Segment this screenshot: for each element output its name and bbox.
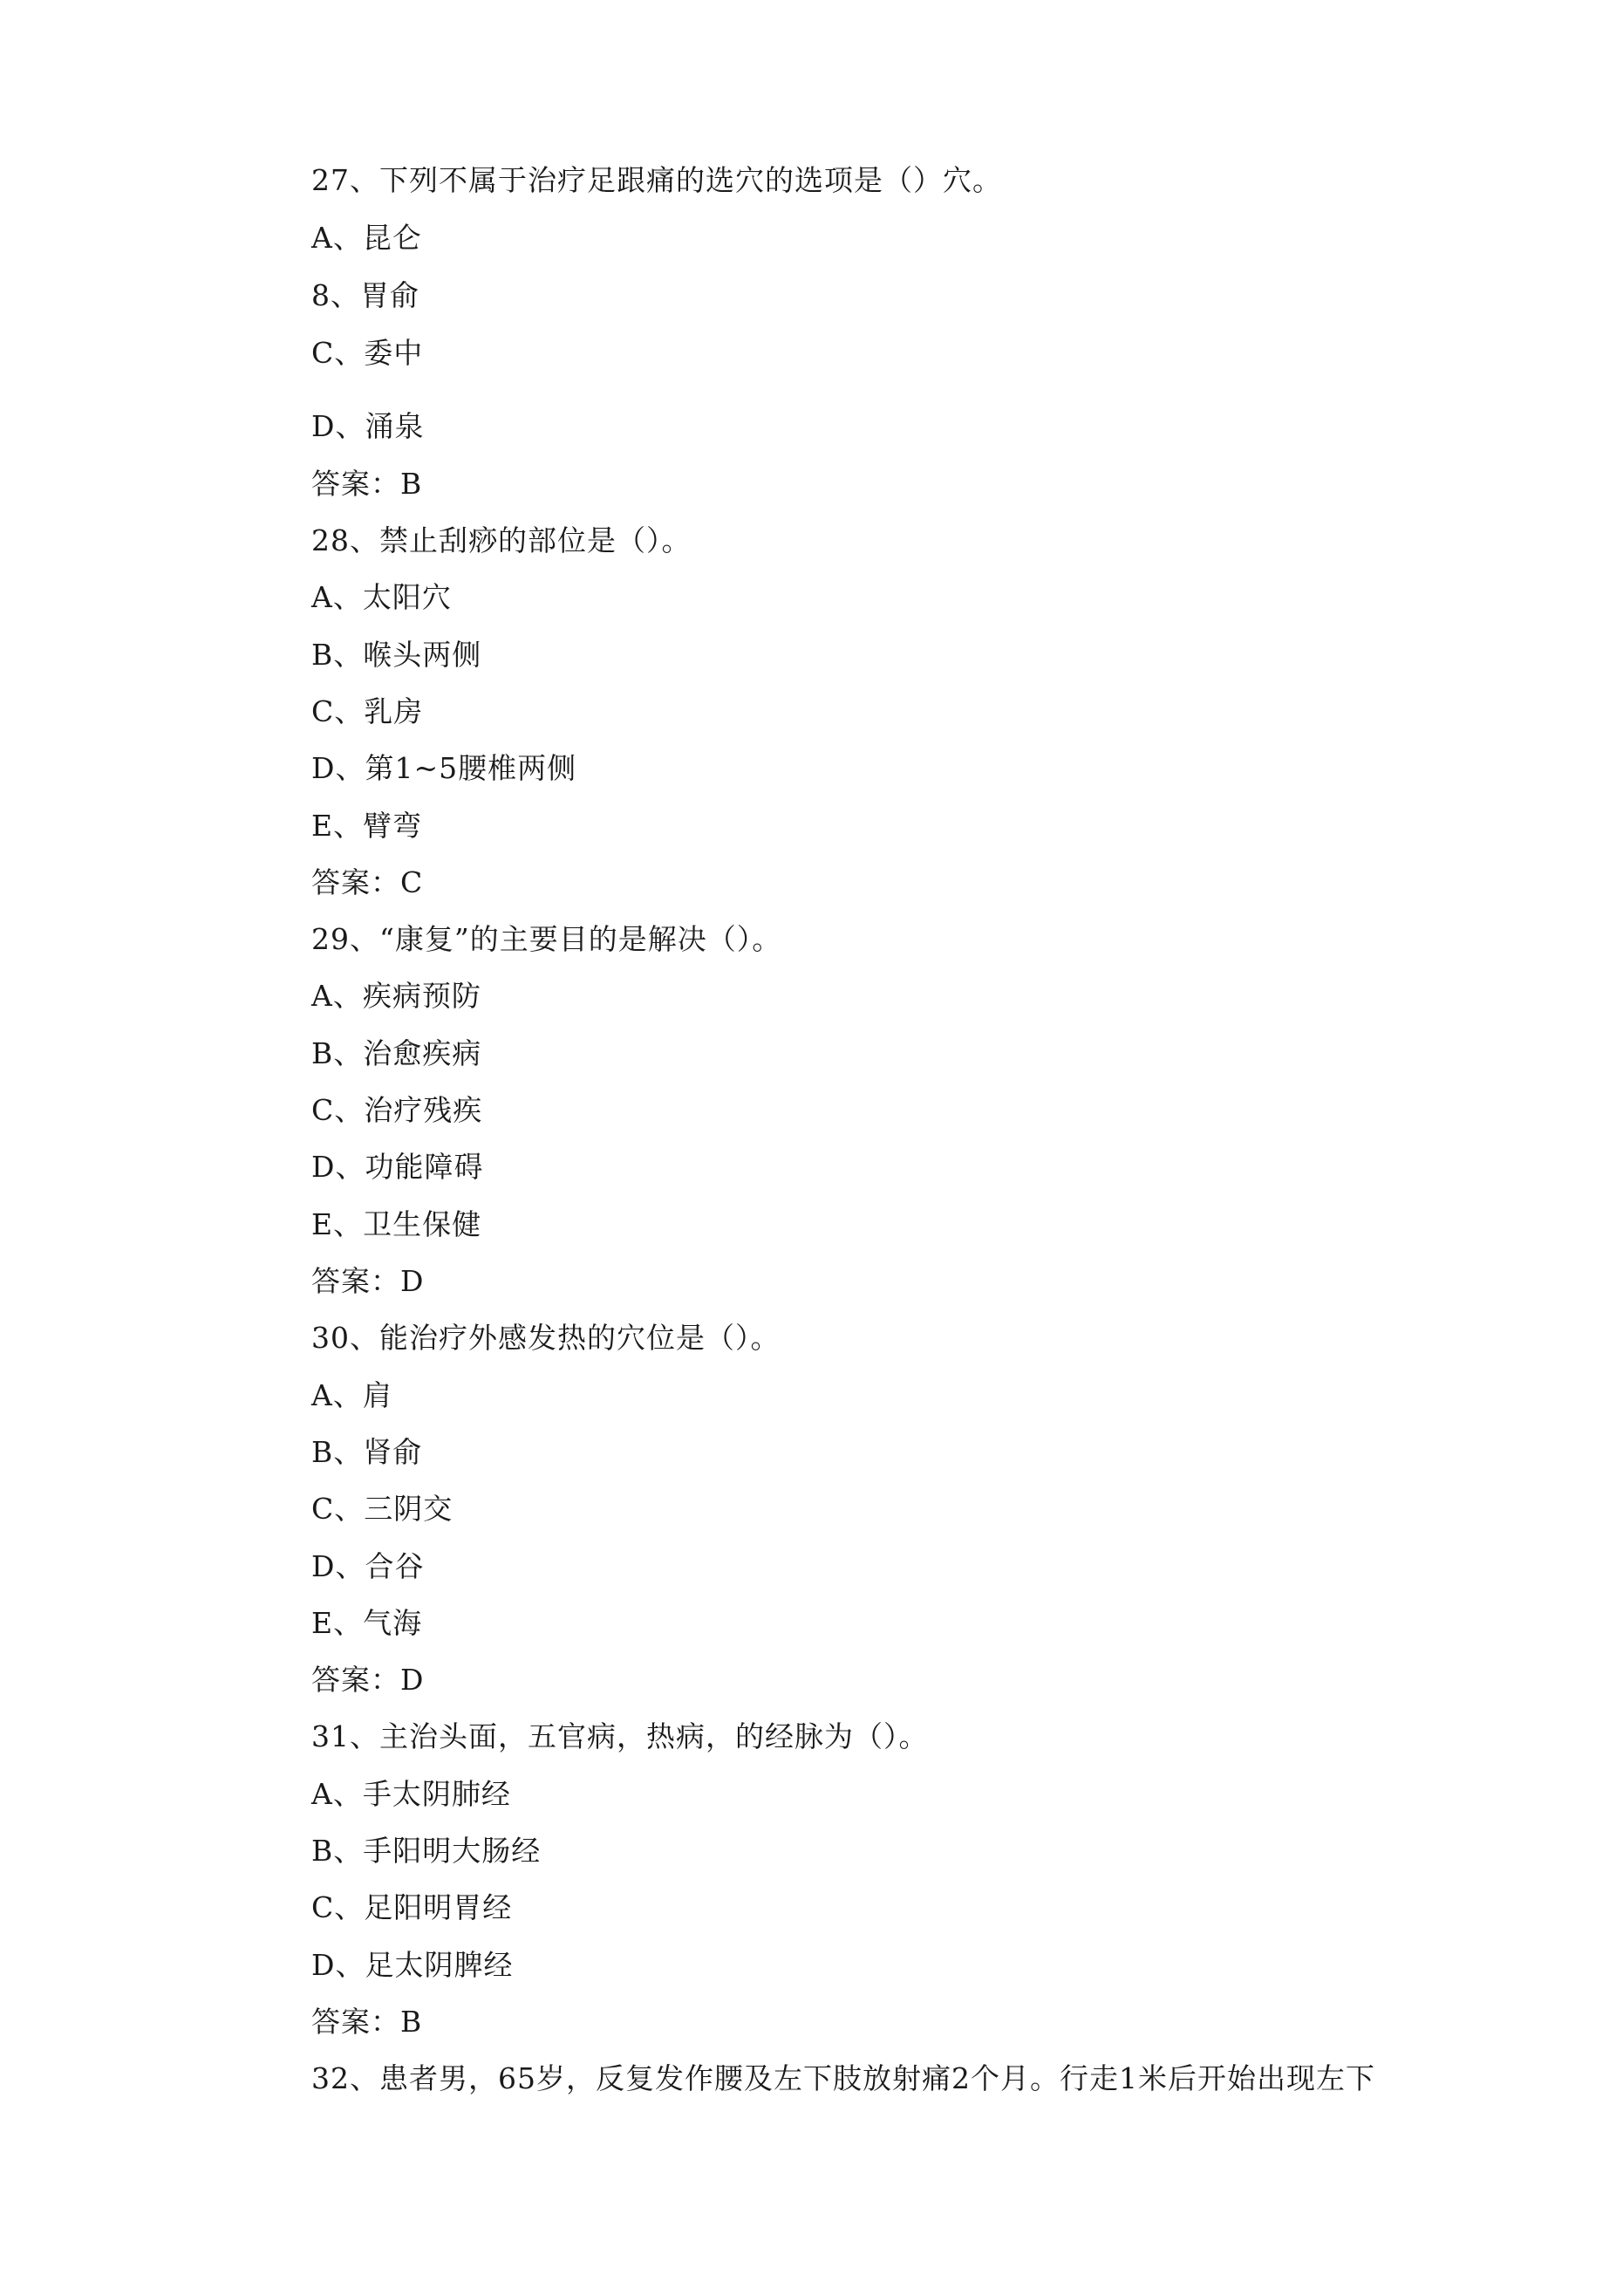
q29-option-c: C、治疗残疾 [311,1093,483,1127]
q28-answer: 答案：C [311,865,424,899]
q30-option-d: D、合谷 [311,1549,425,1583]
question-29: 29、“康复”的主要目的是解决（）。 [311,922,782,956]
q28-option-e: E、臂弯 [311,809,423,843]
q28-option-d: D、第1~5腰椎两侧 [311,751,577,785]
question-32: 32、患者男，65岁，反复发作腰及左下肢放射痛2个月。行走1米后开始出现左下 [311,2061,1375,2095]
q27-option-d: D、涌泉 [311,409,425,443]
q30-answer: 答案：D [311,1663,425,1697]
q27-option-b: 8、胃俞 [311,278,419,312]
q29-option-e: E、卫生保健 [311,1207,482,1241]
q29-option-b: B、治愈疾病 [311,1036,482,1070]
q30-option-b: B、肾俞 [311,1435,423,1469]
q30-option-e: E、气海 [311,1606,423,1640]
q27-answer: 答案：B [311,467,423,501]
q29-answer: 答案：D [311,1264,425,1298]
q31-answer: 答案：B [311,2005,423,2039]
question-30: 30、能治疗外感发热的穴位是（）。 [311,1321,781,1355]
q29-option-a: A、疾病预防 [311,979,481,1013]
q28-option-b: B、喉头两侧 [311,638,482,672]
q27-option-c: C、委中 [311,336,424,370]
q31-option-c: C、足阳明胃经 [311,1890,513,1924]
q29-option-d: D、功能障碍 [311,1150,484,1184]
q27-option-a: A、昆仑 [311,221,422,255]
question-27: 27、下列不属于治疗足跟痛的选穴的选项是（）穴。 [311,163,1002,197]
q31-option-d: D、足太阴脾经 [311,1948,514,1982]
q28-option-a: A、太阳穴 [311,580,452,614]
q30-option-a: A、肩 [311,1378,392,1412]
question-28: 28、禁止刮痧的部位是（）。 [311,523,692,557]
q31-option-a: A、手太阴肺经 [311,1777,511,1811]
q30-option-c: C、三阴交 [311,1492,453,1526]
q31-option-b: B、手阳明大肠经 [311,1834,542,1868]
q28-option-c: C、乳房 [311,694,424,728]
question-31: 31、主治头面，五官病，热病，的经脉为（）。 [311,1719,929,1753]
